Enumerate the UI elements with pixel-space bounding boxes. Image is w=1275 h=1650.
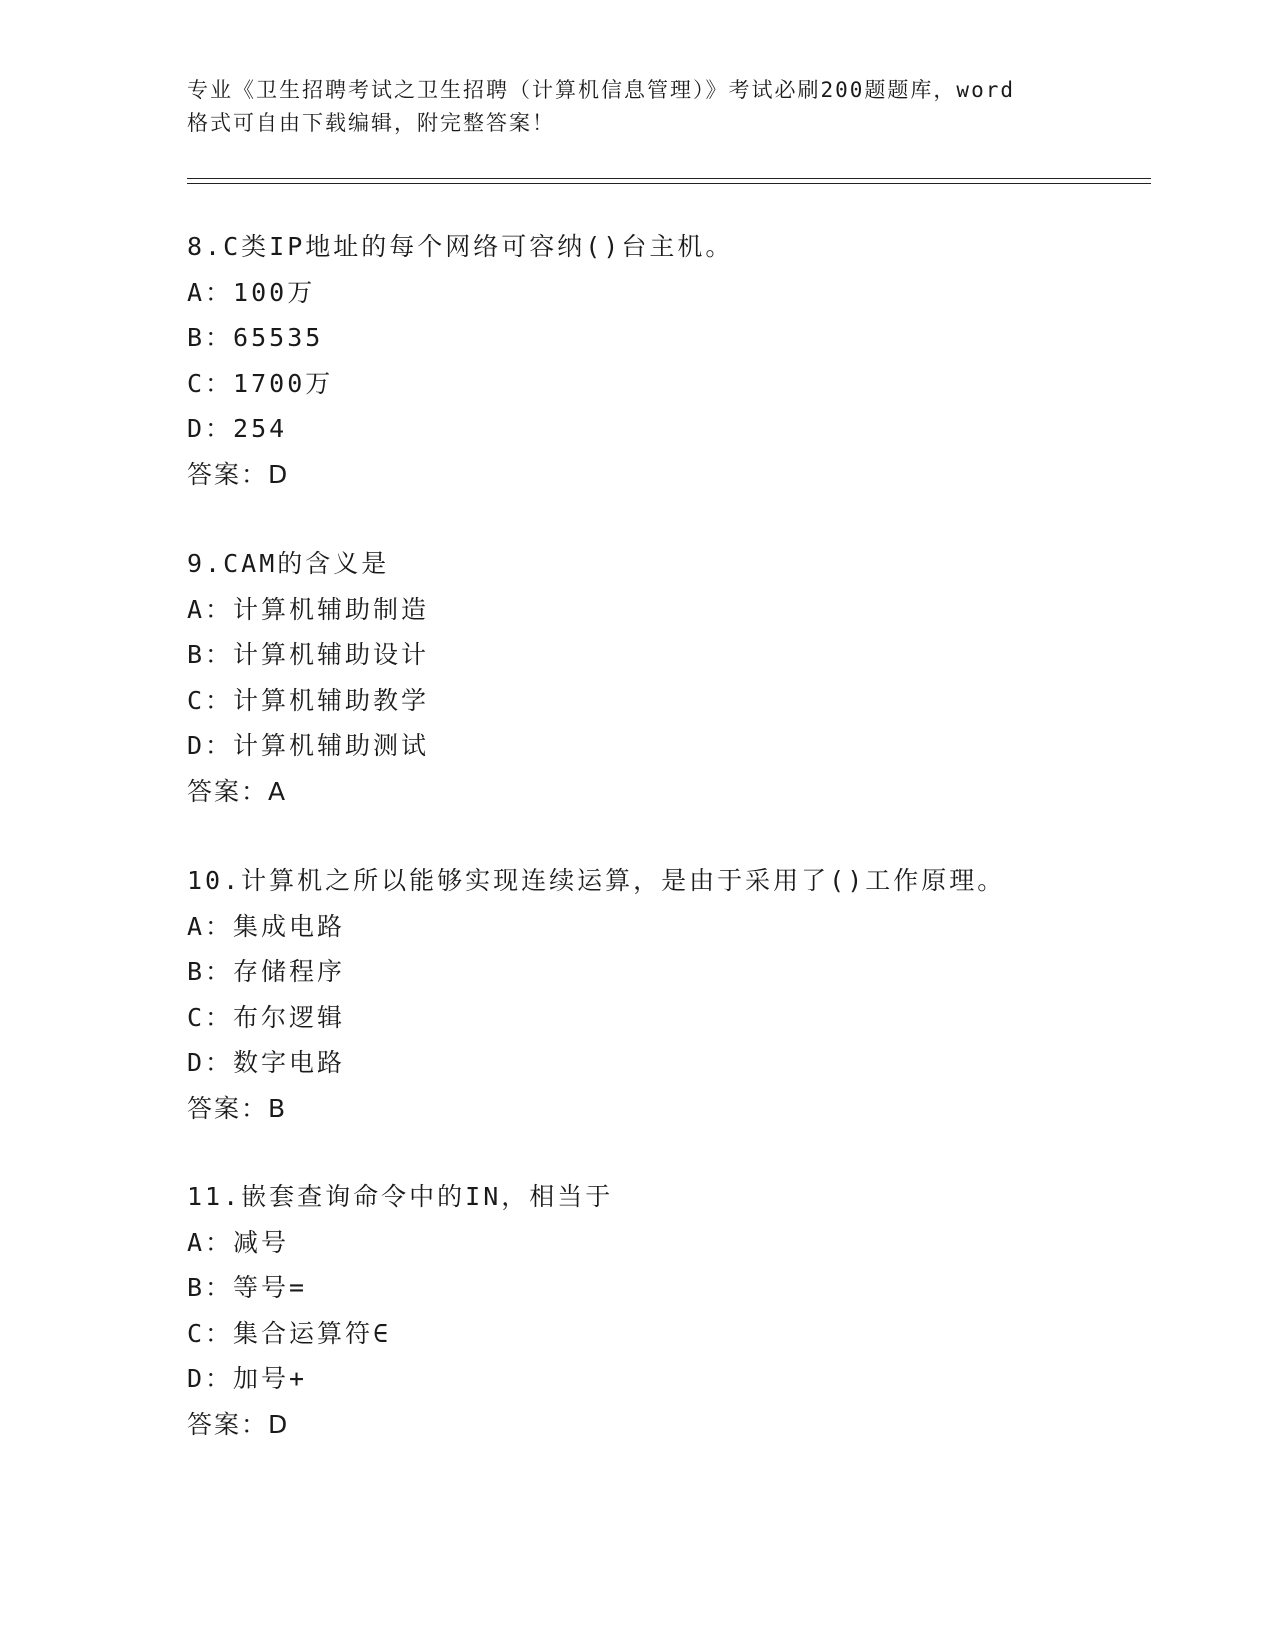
header-divider-top [187,178,1151,179]
option-b: B：65535 [187,323,324,352]
question-stem: 10.计算机之所以能够实现连续运算，是由于采用了()工作原理。 [187,866,1006,895]
question-stem: 8.C类IP地址的每个网络可容纳()台主机。 [187,232,734,261]
option-a: A：计算机辅助制造 [187,594,430,624]
header-divider-bottom [187,183,1151,184]
question-stem: 11.嵌套查询命令中的IN，相当于 [187,1182,614,1211]
document-header [187,74,1087,140]
option-b: B：存储程序 [187,957,346,986]
option-a: A：集成电路 [187,911,346,941]
question-8 [187,224,1147,497]
header-line-2: 格式可自由下载编辑，附完整答案！ [187,111,555,135]
option-a: A：减号 [187,1227,290,1257]
question-stem: 9.CAM的含义是 [187,549,390,578]
question-11 [187,1174,1147,1447]
option-a: A：100万 [187,277,316,307]
option-d: D：数字电路 [187,1048,346,1077]
option-d: D：254 [187,414,288,443]
answer-line: 答案：D [187,1409,290,1439]
option-c: C：布尔逻辑 [187,1002,346,1032]
option-b: B：计算机辅助设计 [187,640,430,669]
option-d: D：加号+ [187,1364,308,1393]
option-b: B：等号= [187,1273,308,1302]
option-c: C：1700万 [187,368,334,398]
answer-line: 答案：B [187,1093,288,1123]
option-c: C：集合运算符∈ [187,1318,392,1348]
header-line-1: 专业《卫生招聘考试之卫生招聘（计算机信息管理）》考试必刷200题题库，word [187,78,1015,102]
option-d: D：计算机辅助测试 [187,731,430,760]
question-9 [187,541,1147,814]
answer-line: 答案：D [187,459,290,489]
answer-line: 答案：A [187,776,288,806]
question-10 [187,858,1147,1131]
option-c: C：计算机辅助教学 [187,685,430,715]
